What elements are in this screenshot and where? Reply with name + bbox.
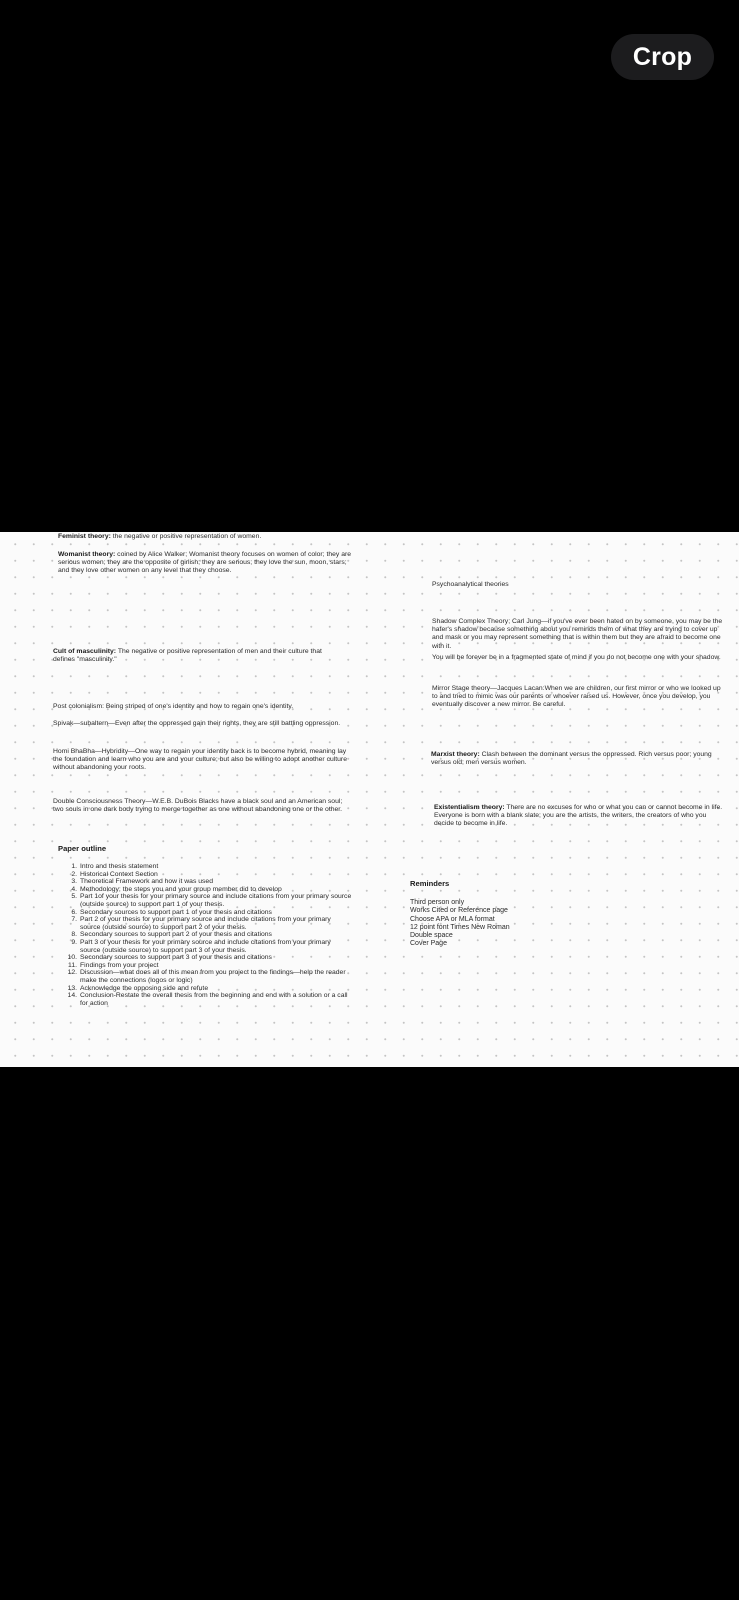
- outline-item: [63, 916, 353, 931]
- outline-item: [63, 931, 353, 939]
- outline-item-number: 8.: [71, 931, 77, 939]
- outline-item-text: Secondary sources to support part 1 of your thesis and citations: [80, 908, 272, 916]
- outline-item: [63, 871, 353, 879]
- outline-item: [63, 969, 353, 984]
- outline-item-number: 5.: [71, 893, 77, 901]
- outline-item-number: 6.: [71, 908, 77, 916]
- outline-item-number: 4.: [71, 885, 77, 893]
- outline-item: [63, 893, 353, 908]
- shadow-complex-note: You will be forever be in a fragmented state of mind if you do not become one with your shadow.: [432, 654, 721, 661]
- outline-item: [63, 954, 353, 962]
- double-consciousness: Double Consciousness Theory—W.E.B. DuBois Blacks have a black soul and an American soul; two souls in one dark body trying to merge together as one without abandoning one or the other.: [53, 798, 343, 814]
- existentialism-theory: Existentialism theory: There are no excuses for who or what you can or cannot become in life. Everyone is born with a blank slate; you are the artists, the writers, the creators of who you decide to become in life.: [434, 804, 723, 828]
- feminist-theory: Feminist theory: the negative or positive representation of women.: [58, 533, 262, 540]
- outline-item-number: 10.: [67, 954, 77, 962]
- reminders-list: [410, 899, 510, 949]
- cult-of-masculinity: Cult of masculinity: The negative or positive representation of men and their culture that defines "masculinity.": [53, 648, 322, 664]
- outline-item-text: Acknowledge the opposing side and refute: [80, 984, 209, 992]
- shadow-complex-theory: Shadow Complex Theory; Carl Jung—if you've ever been hated on by someone, you may be the hater's shadow because something about you reminds them of what they are trying to cover up and mask or you may represent something that is within them but they are afraid to become one with it.: [432, 618, 723, 650]
- reminder-item: Double space: [410, 932, 453, 940]
- marxist-theory: Marxist theory: Clash between the dominant versus the oppressed. Rich versus poor; young versus old; men versus women.: [431, 751, 712, 767]
- outline-item-text: Conclusion-Restate the overall thesis from the beginning and end with a solution or a call for action: [80, 992, 348, 1007]
- outline-item: [63, 878, 353, 886]
- spivak-subaltern: Spivak—subaltern—Even after the oppressed gain their rights, they are still battling oppression.: [53, 720, 341, 727]
- outline-item-number: 13.: [67, 984, 77, 992]
- outline-item-text: Discussion—what does all of this mean from you project to the findings—help the reader make the connections (logos or logic): [80, 969, 346, 984]
- outline-item-text: Part 2 of your thesis for your primary source and include citations from your primary source (outside source) to support part 2 of your thesis.: [80, 916, 331, 931]
- outline-item: [63, 962, 353, 970]
- outline-item-number: 7.: [71, 916, 77, 924]
- outline-item-number: 1.: [71, 863, 77, 870]
- outline-item-number: 12.: [67, 969, 77, 977]
- outline-item-number: 11.: [68, 961, 77, 969]
- psychoanalytical-heading: Psychoanalytical theories: [432, 581, 509, 588]
- outline-item-number: 9.: [71, 938, 77, 946]
- outline-item-text: Methodology; the steps you and your group member did to develop: [80, 885, 282, 893]
- outline-item: [63, 909, 353, 917]
- outline-item: [63, 939, 353, 954]
- outline-item-text: Part 3 of your thesis for your primary source and include citations from your primary source (outside source) to support part 3 of your thesis.: [80, 938, 331, 954]
- outline-item-text: Secondary sources to support part 3 of your thesis and citations: [80, 954, 272, 962]
- paper-outline-list: [63, 863, 353, 1007]
- outline-item-text: Historical Context Section: [80, 870, 158, 878]
- outline-item-number: 2.: [71, 870, 77, 878]
- outline-item-text: Part 1of your thesis for your primary source and include citations from your primary source (outside source) to support part 1 of your thesis.: [80, 893, 352, 908]
- womanist-theory: Womanist theory: coined by Alice Walker; Womanist theory focuses on women of color; they are serious women; they are the opposite of girlish; they are serious; they love the sun, moon, stars; and they love other women on any level that they choose.: [58, 551, 352, 575]
- paper-outline-heading: Paper outline: [58, 844, 107, 853]
- outline-item: [63, 992, 353, 1007]
- reminder-item: 12 point font Times New Roman: [410, 923, 510, 931]
- mirror-stage-theory: Mirror Stage theory—Jacques Lacan:When we are children, our first mirror or who we looked up to and tried to mimic was our parents or whoever raised us. However, once you develop, you eventually discover a new mirror. Be careful.: [432, 685, 721, 709]
- outline-item: [63, 863, 353, 871]
- outline-item: [63, 886, 353, 894]
- reminder-item: Third person only: [410, 899, 465, 906]
- reminder-item: Cover Page: [410, 940, 447, 948]
- reminders-heading: Reminders: [410, 879, 450, 888]
- outline-item-number: 3.: [71, 878, 77, 886]
- reminder-item: Choose APA or MLA format: [410, 915, 495, 923]
- crop-button[interactable]: Crop: [611, 34, 714, 80]
- bhabha-hybridity: Homi BhaBha—Hybridity—One way to regain your identity back is to become hybrid, meaning lay the foundation and learn who you are and your culture; but also be willing to adopt another culture without abandoning your roots.: [53, 748, 347, 772]
- outline-item-text: Findings from your project: [80, 961, 159, 969]
- outline-item-number: 14.: [67, 992, 77, 1000]
- outline-item: [63, 985, 353, 993]
- outline-item-text: Intro and thesis statement: [80, 863, 159, 870]
- outline-item-text: Secondary sources to support part 2 of your thesis and citations: [80, 931, 272, 939]
- post-colonialism: Post colonialism: Being striped of one's identity and how to regain one's identity.: [53, 703, 294, 710]
- document-image: [0, 532, 739, 1067]
- reminder-item: Works Cited or Reference page: [410, 907, 508, 915]
- outline-item-text: Theoretical Framework and how it was used: [80, 878, 213, 886]
